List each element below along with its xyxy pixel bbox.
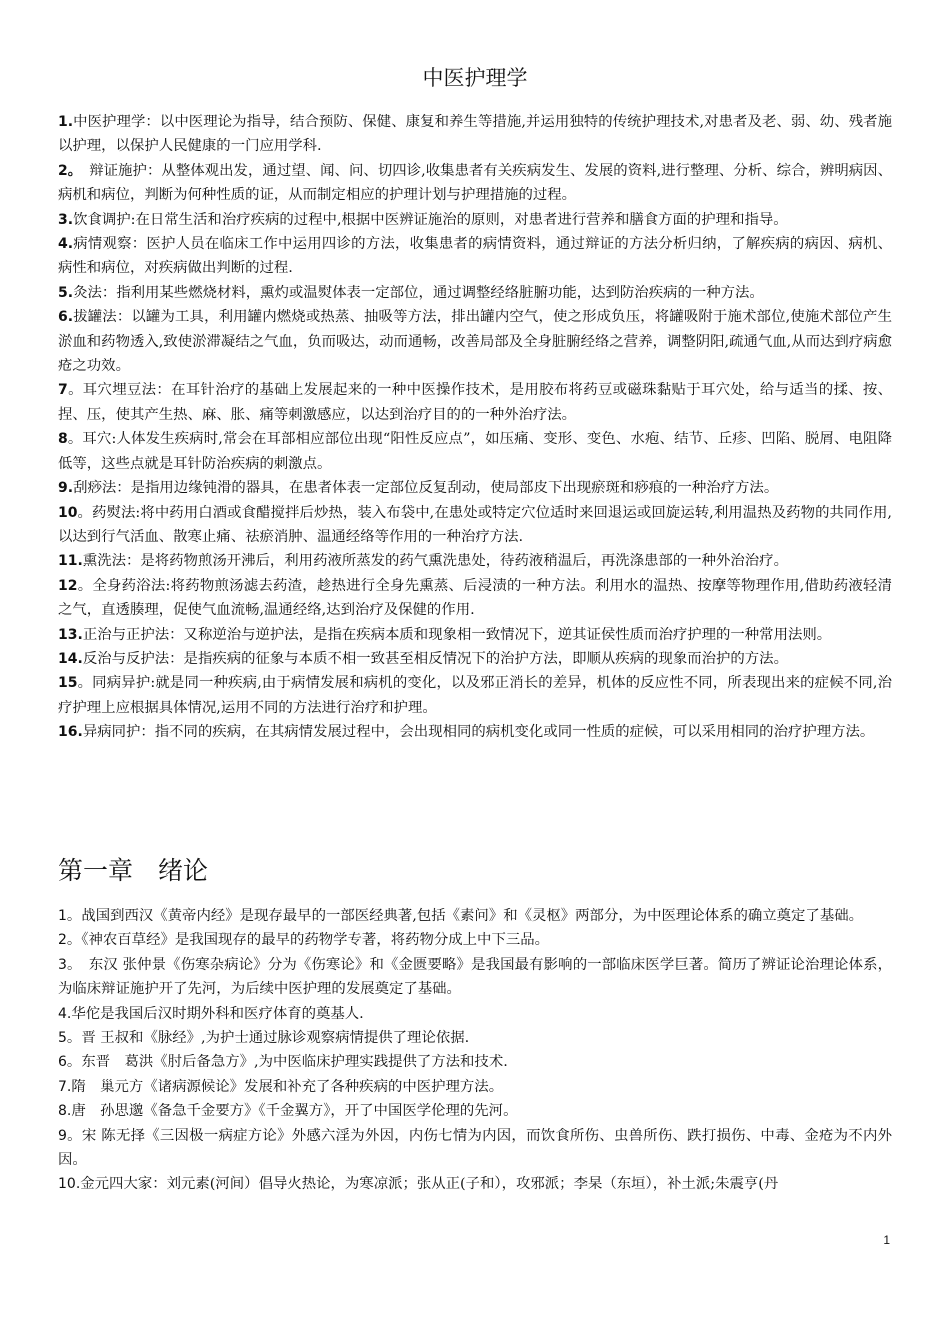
list-item [58,1026,892,1050]
item-text: 。《神农百草经》是我国现存的最早的药物学专著，将药物分成上中下三品。 [66,932,550,949]
page-number: 1 [883,1233,890,1247]
item-number: 15 [58,675,78,692]
list-item [58,720,892,744]
item-text: 。东晋 葛洪《肘后备急方》,为中医临床护理实践提供了方法和技术. [66,1054,508,1071]
list-item [58,623,892,647]
item-number: 1. [58,114,74,130]
list-item [58,208,892,232]
list-item [58,305,892,378]
list-item [58,1075,892,1099]
item-text: 拔罐法：以罐为工具，利用罐内燃烧或热蒸、抽吸等方法，排出罐内空气，使之形成负压，将罐吸附于施术部位,使施术部位产生淤血和药物透入,致使淤滞凝结之气血，负而吸达，动而通畅，改善局部及全身脏腑经络之营养，调整阴阳,疏通气血,从而达到疗病愈疮之功效。 [58,309,892,375]
list-item [58,1050,892,1074]
list-item [58,671,892,720]
item-number: 2。 [58,162,75,179]
item-text: 隋 巢元方《诸病源候论》发展和补充了各种疾病的中医护理方法。 [71,1078,504,1095]
list-item [58,647,892,671]
item-number: 3 [58,956,67,973]
item-number: 13. [58,626,83,643]
list-item [58,574,892,623]
item-number: 8 [58,431,68,448]
item-number: 7. [58,1078,72,1095]
definitions-list [58,110,892,745]
list-item [58,1172,892,1196]
item-text: 。 东汉 张仲景《伤寒杂病论》分为《伤寒论》和《金匮要略》是我国最有影响的一部临床医学巨著。简历了辨证论治理论体系，为临床辩证施护开了先河，为后续中医护理的发展奠定了基础。 [58,956,892,998]
item-text: 。宋 陈无择《三因极一病症方论》外感六淫为外因，内伤七情为内因，而饮食所伤、虫兽所伤、跌打损伤、中毒、金疮为不内外因。 [58,1127,892,1169]
item-number: 5. [58,284,74,301]
list-item [58,1124,892,1173]
list-item [58,549,892,573]
list-item [58,232,892,281]
list-item [58,281,892,305]
item-number: 6 [58,1054,67,1071]
list-item [58,953,892,1002]
item-text: 。全身药浴法:将药物煎汤滤去药渣，趁热进行全身先熏蒸、后浸渍的一种方法。利用水的温热、按摩等物理作用,借助药液轻清之气，直透腠理，促使气血流畅,温通经络,达到治疗及保健的作用. [58,577,892,619]
item-number: 10. [58,1176,81,1193]
item-text: 病情观察：医护人员在临床工作中运用四诊的方法，收集患者的病情资料，通过辩证的方法分析归纳，了解疾病的病因、病机、病性和病位，对疾病做出判断的过程. [58,236,892,277]
item-text: 。耳穴:人体发生疾病时,常会在耳部相应部位出现“阳性反应点”，如压痛、变形、变色、水疱、结节、丘疹、凹陷、脱屑、电阻降低等，这些点就是耳针防治疾病的刺激点。 [58,431,892,472]
item-number: 9. [58,480,74,497]
chapter-heading: 第一章 绪论 [58,856,209,885]
list-item [58,378,892,427]
item-text: 灸法：指利用某些燃烧材料，熏灼或温熨体表一定部位，通过调整经络脏腑功能，达到防治疾病的一种方法。 [73,284,764,301]
item-number: 1 [58,908,67,924]
item-text: 辩证施护：从整体观出发，通过望、闻、问、切四诊,收集患者有关疾病发生、发展的资料,进行整理、分析、综合，辨明病因、病机和病位，判断为何种性质的证，从而制定相应的护理计划与护理措施的过程。 [58,162,892,204]
item-text: 华佗是我国后汉时期外科和医疗体育的奠基人. [71,1005,364,1022]
item-text: 反治与反护法：是指疾病的征象与本质不相一致甚至相反情况下的治护方法，即顺从疾病的现象而治护的方法。 [82,650,788,667]
item-number: 16. [58,724,83,741]
item-number: 12 [58,577,78,594]
item-number: 4. [58,236,74,253]
item-number: 14. [58,650,83,667]
item-text: 刮痧法：是指用边缘钝滑的器具，在患者体表一定部位反复刮动，使局部皮下出现瘀斑和痧痕的一种治疗方法。 [73,480,779,497]
item-number: 8. [58,1103,72,1120]
item-text: 饮食调护:在日常生活和治疗疾病的过程中,根据中医辨证施治的原则，对患者进行营养和膳食方面的护理和指导。 [73,211,788,228]
item-number: 7 [58,382,68,399]
item-text: 。同病异护:就是同一种疾病,由于病情发展和病机的变化，以及邪正消长的差异，机体的反应性不同，所表现出来的症候不同,治疗护理上应根据具体情况,运用不同的方法进行治疗和护理。 [58,675,892,716]
item-text: 正治与正护法：又称逆治与逆护法，是指在疾病本质和现象相一致情况下，逆其证侯性质而治疗护理的一种常用法则。 [82,626,832,643]
list-item [58,110,892,159]
item-text: 唐 孙思邈《备急千金要方》《千金翼方》，开了中国医学伦理的先河。 [71,1103,518,1120]
list-item [58,159,892,208]
document-title: 中医护理学 [422,66,528,90]
list-item [58,904,892,928]
item-number: 3. [58,211,74,228]
item-number: 5 [58,1030,67,1047]
item-text: 金元四大家：刘元素(河间）倡导火热论，为寒凉派；张从正(子和），攻邪派；李杲（东垣），补土派;朱震亨(丹 [80,1176,779,1193]
item-number: 11. [58,553,83,570]
item-text: 。战国到西汉《黄帝内经》是现存最早的一部医经典著,包括《素问》和《灵枢》两部分，为中医理论体系的确立奠定了基础。 [66,908,863,924]
item-number: 6. [58,309,74,326]
item-text: 。药熨法:将中药用白酒或食醋搅拌后炒热，装入布袋中,在患处或特定穴位适时来回退运或回旋运转,利用温热及药物的共同作用,以达到行气活血、散寒止痛、祛瘀消肿、温通经络等作用的一种治疗方法. [58,504,892,545]
list-item [58,476,892,500]
list-item [58,1099,892,1123]
item-text: 。耳穴埋豆法：在耳针治疗的基础上发展起来的一种中医操作技术，是用胶布将药豆或磁珠黏贴于耳穴处，给与适当的揉、按、捏、压，使其产生热、麻、胀、痛等刺激感应，以达到治疗目的的一种外治疗法。 [58,382,892,423]
list-item [58,427,892,476]
item-number: 9 [58,1127,67,1144]
list-item [58,501,892,550]
item-number: 4. [58,1005,72,1022]
item-text: 中医护理学：以中医理论为指导，结合预防、保健、康复和养生等措施,并运用独特的传统护理技术,对患者及老、弱、幼、残者施以护理，以保护人民健康的一门应用学科. [58,114,892,155]
list-item [58,1002,892,1026]
item-number: 2 [58,932,67,949]
item-text: 异病同护：指不同的疾病，在其病情发展过程中，会出现相同的病机变化或同一性质的症候，可以采用相同的治疗护理方法。 [82,724,875,741]
item-text: 。晋 王叔和《脉经》,为护士通过脉诊观察病情提供了理论依据. [66,1030,470,1047]
history-list [58,904,892,1197]
item-number: 10 [58,504,78,521]
list-item [58,928,892,952]
item-text: 熏洗法：是将药物煎汤开沸后，利用药液所蒸发的药气熏洗患处，待药液稍温后，再洗涤患部的一种外治治疗。 [82,553,788,570]
